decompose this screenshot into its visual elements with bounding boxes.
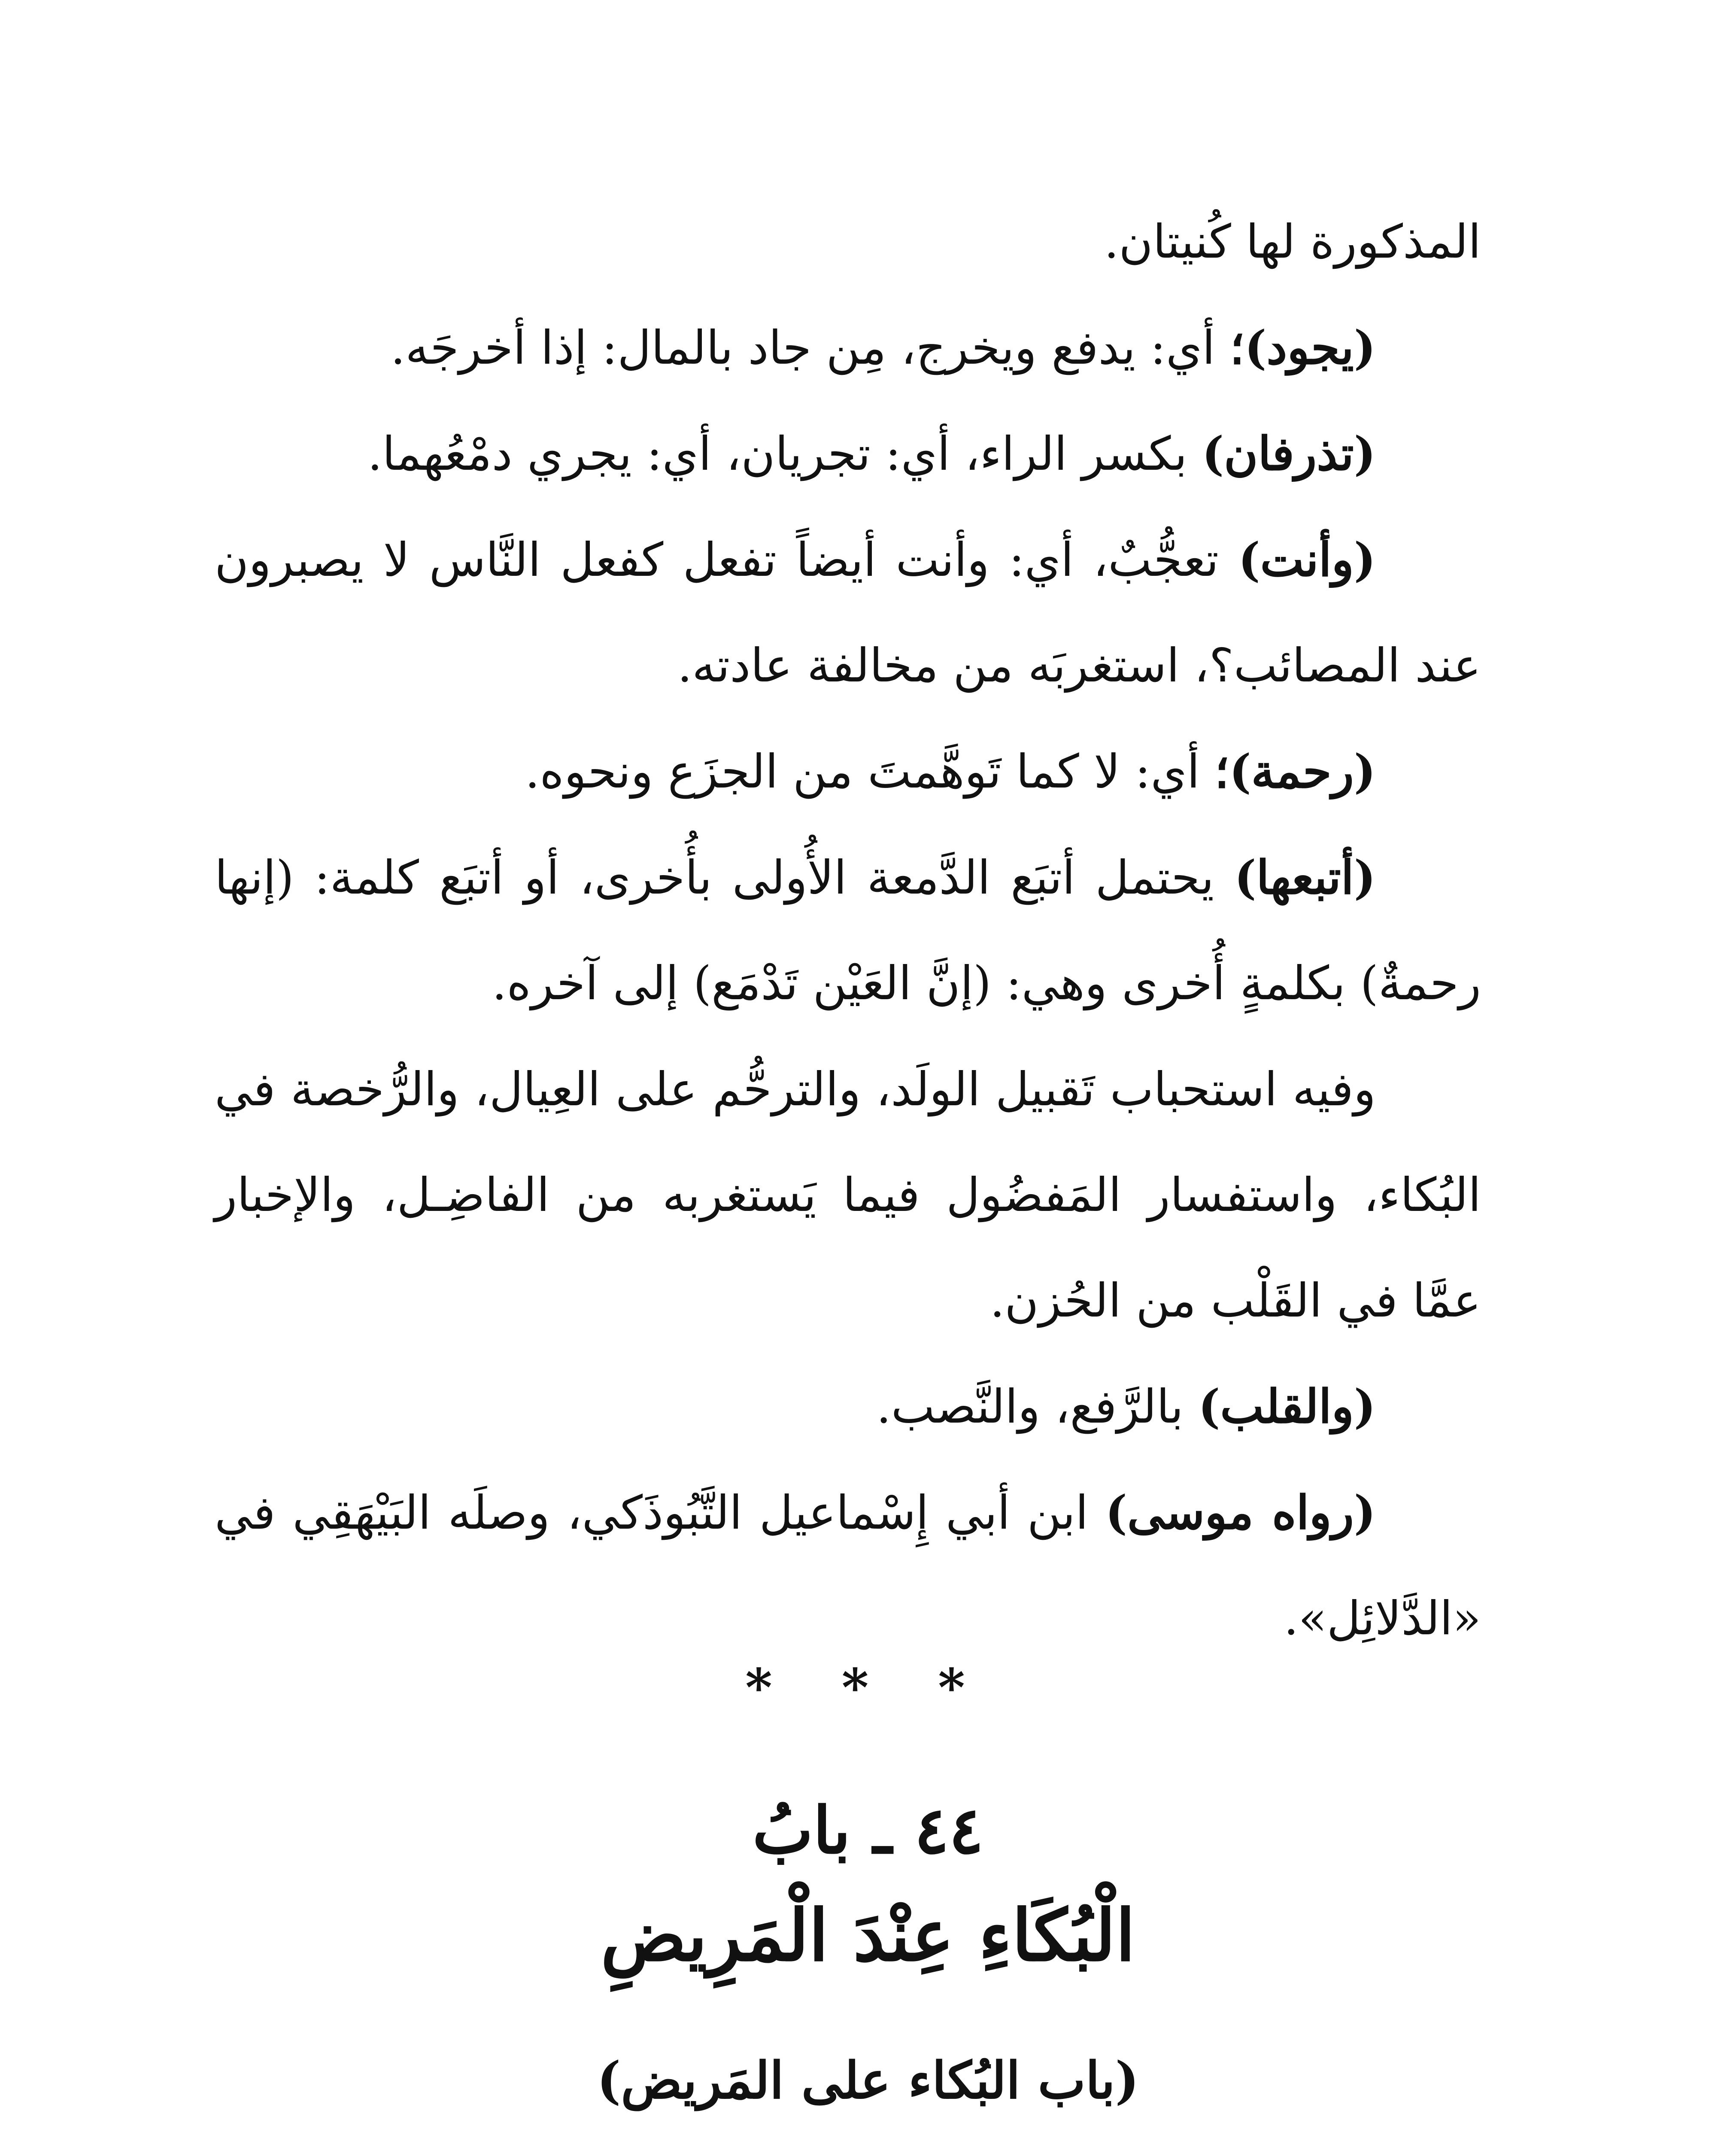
paragraph-term: (تذرفان) [1202,427,1376,481]
paragraph-body: بكسر الراء، أي: تجريان، أي: يجري دمْعُهما. [367,427,1202,481]
chapter-number: ٤٤ ـ بابُ [752,1793,984,1868]
paragraph [215,1037,1481,1354]
paragraph-body: تعجُّبٌ، أي: وأنت أيضاً تفعل كفعل النَّاس لا يصبرون عند المصائب؟، استغربَه من مخالفة عادته. [215,533,1481,693]
paragraph-term: (رحمة)؛ [1214,745,1376,799]
paragraph-body: بالرَّفع، والنَّصب. [876,1380,1199,1434]
paragraph-term: (والقلب) [1198,1380,1376,1434]
paragraph-body: أي: يدفع ويخرج، مِن جاد بالمال: إذا أخرجَه. [390,321,1230,375]
paragraph-body: أي: لا كما تَوهَّمتَ من الجزَع ونحوه. [525,745,1215,799]
section-separator: * * * [745,1657,991,1718]
paragraph-body: المذكورة لها كُنيتان. [1104,215,1481,269]
paragraph [215,295,1481,401]
chapter-subtitle: (باب البُكاء على المَريض) [597,2050,1139,2110]
paragraph [215,189,1481,295]
paragraph-body: وفيه استحباب تَقبيل الولَد، والترحُّم على العِيال، والرُّخصة في البُكاء، واستفسار المَفضُول فيما يَستغربه من الفاضِـل، والإخبار عمَّا في القَلْب من الحُزن. [215,1063,1481,1328]
paragraph [215,1354,1481,1460]
chapter-title: الْبُكَاءِ عِنْدَ الْمَرِيضِ [601,1894,1135,1977]
paragraph-term: (رواه موسى) [1105,1486,1376,1540]
paragraph-body: يحتمل أتبَع الدَّمعة الأُولى بأُخرى، أو أتبَع كلمة: (إنها رحمةٌ) بكلمةٍ أُخرى وهي: (إنَّ العَيْن تَدْمَع) إلى آخره. [215,851,1481,1010]
paragraph-term: (يجود)؛ [1229,321,1376,375]
paragraph [215,401,1481,507]
paragraph [215,825,1481,1037]
paragraph-term: (أتبعها) [1234,851,1376,905]
paragraph [215,1460,1481,1672]
paragraph-term: (وأنت) [1238,533,1376,587]
paragraph [215,507,1481,719]
paragraph [215,719,1481,825]
paragraph-body: ابن أبي إِسْماعيل التَّبُوذَكي، وصلَه البَيْهَقِي في «الدَّلائِل». [215,1486,1481,1645]
commentary-text [215,189,1481,1672]
